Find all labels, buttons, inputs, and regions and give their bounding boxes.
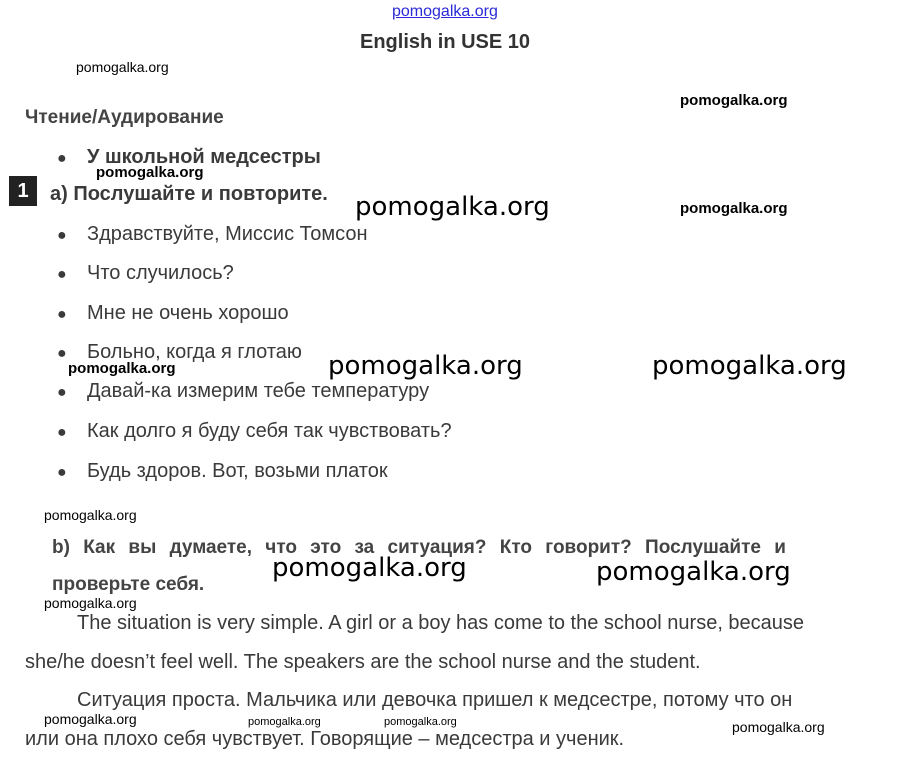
watermark: pomogalka.org bbox=[96, 164, 204, 181]
phrase-item bbox=[57, 262, 234, 285]
watermark: pomogalka.org bbox=[652, 351, 847, 381]
watermark: pomogalka.org bbox=[732, 719, 825, 735]
task-b-instruction-line1: b) Как вы думаете, что это за ситуация? Кто говорит? Послушайте и bbox=[52, 537, 786, 558]
bullet-icon: ● bbox=[57, 227, 67, 244]
phrase-text: Больно, когда я глотаю bbox=[87, 341, 302, 363]
task-a-instruction: a) Послушайте и повторите. bbox=[50, 183, 328, 205]
answer-english-line1: The situation is very simple. A girl or a boy has come to the school nurse, because bbox=[77, 612, 805, 634]
page-title: English in USE 10 bbox=[360, 31, 531, 53]
bullet-icon: ● bbox=[57, 464, 67, 481]
phrase-item bbox=[57, 460, 388, 483]
bullet-icon: ● bbox=[57, 345, 67, 362]
task-b-instruction-line2: проверьте себя. bbox=[52, 574, 205, 595]
answer-russian-line1: Ситуация проста. Мальчика или девочка пришел к медсестре, потому что он bbox=[77, 689, 793, 711]
phrase-text: Что случилось? bbox=[87, 262, 234, 284]
watermark: pomogalka.org bbox=[248, 716, 321, 728]
watermark: pomogalka.org bbox=[355, 192, 550, 222]
bullet-icon: ● bbox=[57, 384, 67, 401]
watermark: pomogalka.org bbox=[76, 59, 169, 75]
phrase-item bbox=[57, 420, 452, 443]
bullet-icon: ● bbox=[57, 266, 67, 283]
watermark: pomogalka.org bbox=[44, 711, 137, 727]
watermark: pomogalka.org bbox=[44, 595, 137, 611]
site-link[interactable]: pomogalka.org bbox=[392, 3, 498, 20]
phrase-text: Мне не очень хорошо bbox=[87, 302, 289, 324]
phrase-item bbox=[57, 223, 368, 246]
phrase-text: Здравствуйте, Миссис Томсон bbox=[87, 223, 368, 245]
watermark: pomogalka.org bbox=[44, 507, 137, 523]
watermark: pomogalka.org bbox=[680, 92, 788, 109]
answer-english-line2: she/he doesn’t feel well. The speakers are the school nurse and the student. bbox=[25, 651, 701, 673]
watermark: pomogalka.org bbox=[596, 557, 791, 587]
watermark: pomogalka.org bbox=[328, 351, 523, 381]
bullet-icon: ● bbox=[57, 306, 67, 323]
exercise-number: 1 bbox=[9, 176, 37, 206]
watermark: pomogalka.org bbox=[384, 716, 457, 728]
phrase-item bbox=[57, 302, 289, 325]
watermark: pomogalka.org bbox=[68, 360, 176, 377]
watermark: pomogalka.org bbox=[272, 553, 467, 583]
section-title: Чтение/Аудирование bbox=[25, 107, 224, 128]
phrase-item bbox=[57, 380, 429, 403]
phrase-text: Как долго я буду себя так чувствовать? bbox=[87, 420, 452, 442]
bullet-icon: ● bbox=[57, 424, 67, 441]
topic-text: У школьной медсестры bbox=[87, 146, 321, 168]
phrase-text: Давай-ка измерим тебе температуру bbox=[87, 380, 430, 402]
watermark: pomogalka.org bbox=[680, 200, 788, 217]
answer-russian-line2: или она плохо себя чувствует. Говорящие – медсестра и ученик. bbox=[25, 728, 625, 750]
bullet-icon: ● bbox=[57, 150, 67, 167]
phrase-text: Будь здоров. Вот, возьми платок bbox=[87, 460, 388, 482]
